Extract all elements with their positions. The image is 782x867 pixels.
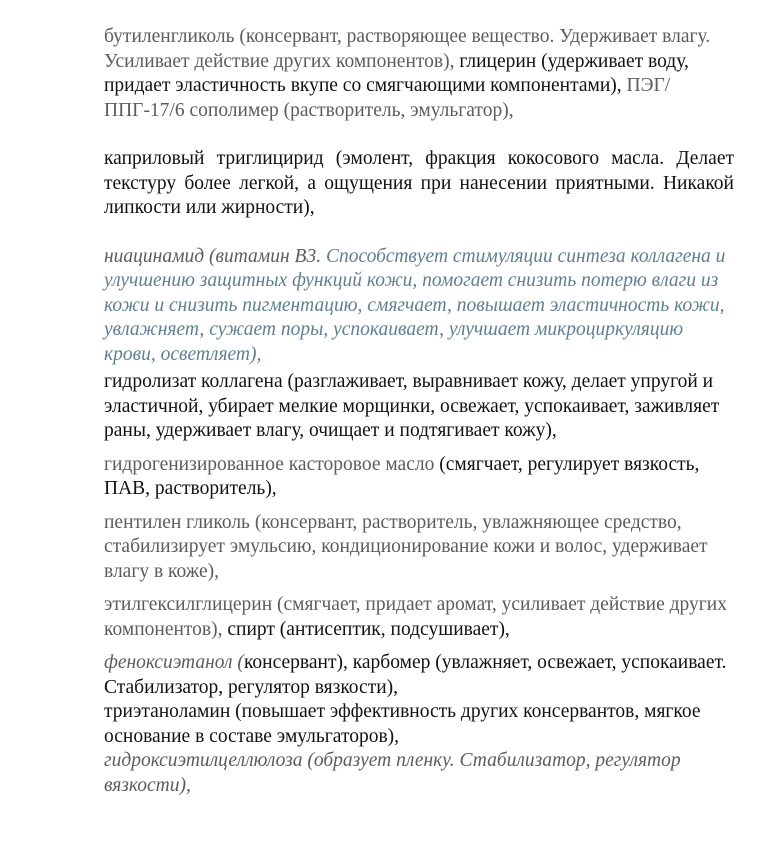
document-page	[104, 25, 734, 798]
paragraph-spacer	[104, 584, 734, 593]
paragraph-spacer	[104, 642, 734, 651]
ingredient-butylene-glycol: бутиленгликоль (консервант, растворяющее вещество. Удерживает влагу. Усиливает действие других компонентов),	[104, 26, 711, 72]
paragraph-niacinamide	[104, 245, 734, 368]
ingredient-hydrogenated-castor-oil: гидрогенизированное касторовое масло	[104, 453, 435, 475]
ingredient-carbomer: карбомер (увлажняет, освежает, успокаивает. Стабилизатор, регулятор вязкости),	[104, 652, 727, 698]
paragraph-spacer	[104, 502, 734, 511]
paragraph-caprylic-triglyceride: каприловый триглицирид (эмолент, фракция кокосового масла. Делает текстуру более легкой, а ощущения при нанесении приятными. Никакой липкости или жирности),	[104, 148, 734, 218]
phenoxyethanol-description: консервант),	[243, 652, 348, 673]
paragraph-ethylhexylglycerin	[104, 593, 734, 642]
ingredient-glycerin: глицерин (удерживает воду, придает эластичность вкупе со смягчающими компонентами),	[104, 50, 689, 96]
paragraph-pentylene-glycol: пентилен гликоль (консервант, растворитель, увлажняющее средство, стабилизирует эмульсию, кондиционирование кожи и волос, удерживает влагу в коже),	[104, 511, 708, 582]
paragraph-phenoxyethanol	[104, 651, 734, 700]
paragraph-spacer	[104, 444, 734, 453]
castor-oil-description: (смягчает, регулирует вязкость, ПАВ, растворитель),	[104, 453, 700, 499]
paragraph-hydroxyethylcellulose	[104, 749, 734, 798]
paragraph-hydrogenated-castor-oil	[104, 453, 734, 502]
paragraph-spacer	[104, 123, 734, 147]
paragraph-butylene-glycol	[104, 25, 734, 123]
ingredient-peg-ppg: ПЭГ/ППГ-17/6 сополимер (растворитель, эмульгатор),	[104, 75, 671, 121]
ingredient-hydroxyethylcellulose: гидроксиэтилцеллюлоза	[104, 750, 303, 771]
paragraph-spacer	[104, 221, 734, 245]
ingredient-phenoxyethanol: феноксиэтанол (	[104, 652, 244, 673]
ingredient-ethylhexylglycerin: этилгексилглицерин (смягчает, придает аромат, усиливает действие других компонентов),	[104, 594, 727, 640]
niacinamide-description: Способствует стимуляции синтеза коллагена и улучшению защитных функций кожи, помогает снизить потерю влаги из кожи и снизить пигментацию, смягчает, повышает эластичность кожи, увлажняет, сужает поры, успокаивает, улучшает микроциркуляцию крови, осветляет),	[104, 245, 726, 365]
ingredient-alcohol: спирт (антисептик, подсушивает),	[227, 618, 510, 640]
hydroxyethylcellulose-description: (образует пленку. Стабилизатор, регулятор вязкости),	[104, 750, 681, 796]
paragraph-triethanolamine: триэтаноламин (повышает эффективность других консервантов, мягкое основание в составе эмульгаторов),	[104, 701, 701, 747]
paragraph-hydrolyzed-collagen: гидролизат коллагена (разглаживает, выравнивает кожу, делает упругой и эластичной, убирает мелкие морщинки, освежает, успокаивает, заживляет раны, удерживает влагу, очищает и подтягивает кожу),	[104, 371, 720, 441]
ingredient-niacinamide: ниацинамид (витамин В3.	[104, 245, 322, 267]
